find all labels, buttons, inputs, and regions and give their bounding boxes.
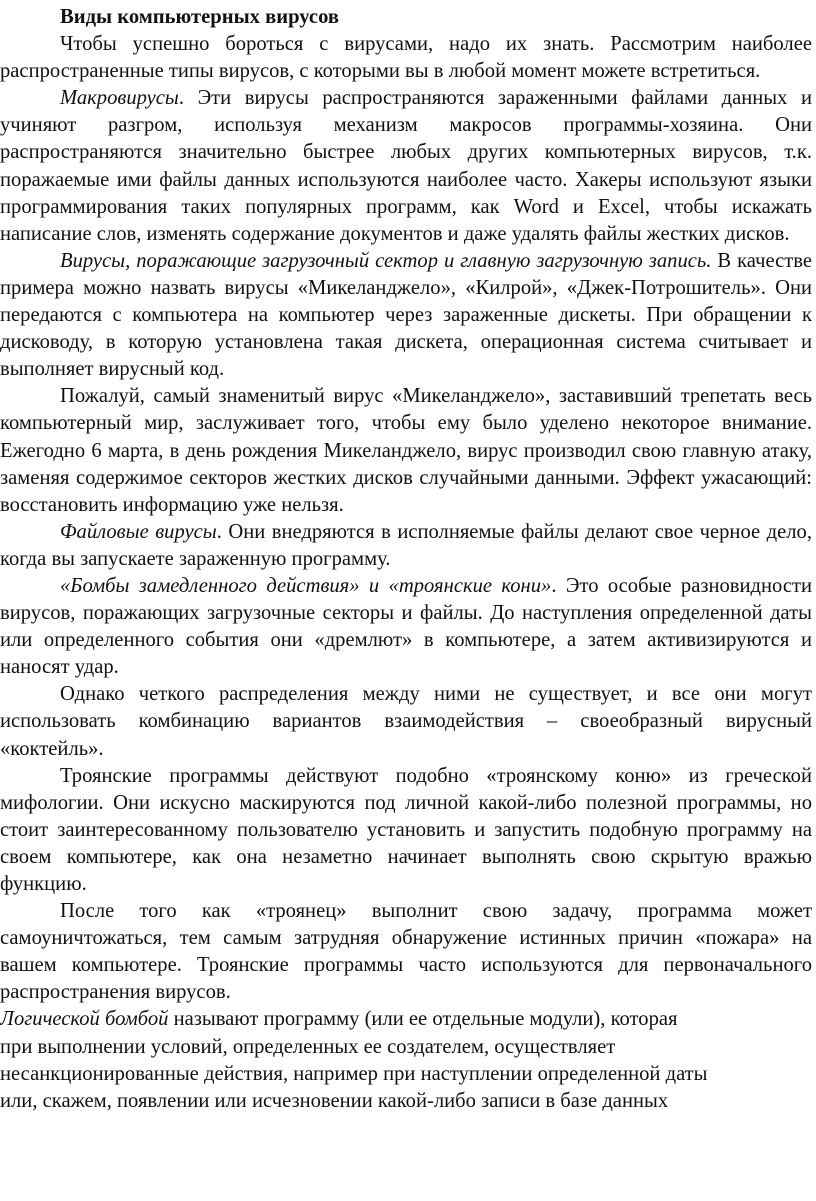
time-bombs-paragraph bbox=[0, 573, 812, 681]
logic-bomb-line-2: при выполнении условий, определенных ее создателем, осуществляет bbox=[0, 1035, 616, 1058]
combination-paragraph: Однако четкого распределения между ними не существует, и все они могут использовать комбинацию вариантов взаимодействия – своеобразный вирусный «коктейль». bbox=[0, 683, 812, 760]
michelangelo-paragraph: Пожалуй, самый знаменитый вирус «Микеланджело», заставивший трепетать весь компьютерный мир, заслуживает того, чтобы ему было уделено некоторое внимание. Ежегодно 6 марта, в день рождения Микеланджело, вирус производил свою главную атаку, заменяя содержимое секторов жестких дисков случайными данными. Эффект ужасающий: восстановить информацию уже нельзя. bbox=[0, 385, 812, 516]
logic-bomb-line-1: называют программу (или ее отдельные модули), которая bbox=[168, 1008, 678, 1031]
trojans-paragraph: Троянские программы действуют подобно «троянскому коню» из греческой мифологии. Они искусно маскируются под личной какой-либо полезной программы, но стоит заинтересованному пользователю установить и запустить подобную программу на своем компьютере, как она незаметно начинает выполнять свою скрытую вражью функцию. bbox=[0, 764, 812, 895]
file-viruses-paragraph bbox=[0, 519, 812, 573]
trojan-after-paragraph: После того как «троянец» выполнит свою задачу, программа может самоуничтожаться, тем самым затрудняя обнаружение истинных причин «пожара» на вашем компьютере. Троянские программы часто используются для первоначального распространения вирусов. bbox=[0, 900, 812, 1004]
time-bombs-text: Это особые разновидности вирусов, поражающих загрузочные секторы и файлы. До наступления определенной даты или определенного события они «дремлют» в компьютере, а затем активизируются и наносят удар. bbox=[0, 574, 813, 679]
macro-viruses-paragraph bbox=[0, 85, 812, 248]
macro-viruses-term-period: . bbox=[178, 87, 185, 110]
file-viruses-term-period: . bbox=[216, 520, 222, 543]
file-viruses-term: Файловые вирусы bbox=[60, 520, 217, 543]
boot-viruses-term: Вирусы, поражающие загрузочный сектор и главную загрузочную запись. bbox=[60, 249, 712, 272]
time-bombs-term-period: . bbox=[551, 574, 557, 597]
logic-bomb-line-3: несанкционированные действия, например при наступлении определенной даты bbox=[0, 1062, 708, 1085]
document-title: Виды компьютерных вирусов bbox=[60, 6, 339, 28]
boot-viruses-paragraph bbox=[0, 248, 812, 383]
macro-viruses-term: Макровирусы bbox=[60, 87, 179, 110]
logic-bomb-term: Логической бомбой bbox=[0, 1008, 169, 1031]
intro-paragraph: Чтобы успешно бороться с вирусами, надо их знать. Рассмотрим наиболее распространенные типы вирусов, с которыми вы в любой момент можете встретиться. bbox=[0, 33, 812, 83]
logic-bomb-paragraph bbox=[0, 1006, 812, 1114]
time-bombs-term: «Бомбы замедленного действия» и «троянские кони» bbox=[60, 574, 552, 597]
file-viruses-text: Они внедряются в исполняемые файлы делают свое черное дело, когда вы запускаете зараженную программу. bbox=[0, 520, 812, 570]
boot-viruses-text: В качестве примера можно назвать вирусы «Микеланджело», «Килрой», «Джек-Потрошитель». Они передаются с компьютера на компьютер через зараженные дискеты. При обращении к дисководу, в которую установлена такая дискета, операционная система считывает и выполняет вирусный код. bbox=[0, 249, 813, 381]
macro-viruses-text: Эти вирусы распространяются зараженными файлами данных и учиняют разгром, используя механизм макросов программы-хозяина. Они распространяются значительно быстрее любых других компьютерных вирусов, т.к. поражаемые ими файлы данных используются наиболее часто. Хакеры используют языки программирования таких популярных программ, как Word и Excel, чтобы искажать написание слов, изменять содержание документов и даже удалять файлы жестких дисков. bbox=[0, 87, 812, 245]
logic-bomb-line-4: или, скажем, появлении или исчезновении какой-либо записи в базе данных bbox=[0, 1089, 669, 1112]
